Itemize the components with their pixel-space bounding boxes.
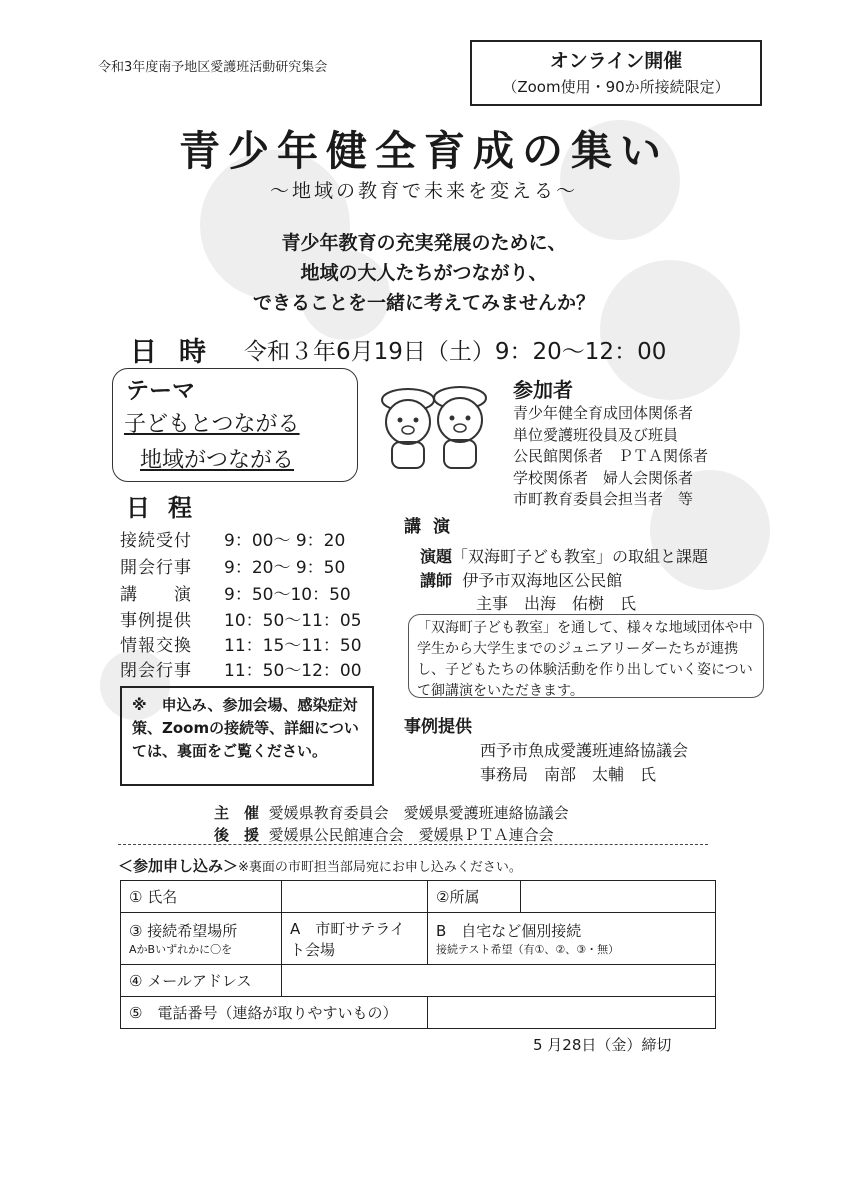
email-label: ④ メールアドレス bbox=[121, 965, 282, 997]
email-field[interactable] bbox=[282, 965, 716, 997]
form-row bbox=[121, 913, 716, 965]
schedule-time: 11：15～11：50 bbox=[224, 636, 362, 656]
online-title: オンライン開催 bbox=[549, 50, 683, 72]
lecture-description: 「双海町子ども教室」を通して、様々な地域団体や中学生から大学生までのジュニアリーダーたちが連携し、子どもたちの体験活動を作り出していく姿について御講演をいただきます。 bbox=[408, 614, 764, 698]
schedule-row bbox=[120, 606, 362, 631]
schedule-time: 10：50～11：05 bbox=[224, 611, 362, 631]
support-line bbox=[214, 824, 554, 845]
schedule-name: 情報交換 bbox=[120, 636, 192, 656]
application-note: ※裏面の市町担当部局宛にお申し込みください。 bbox=[238, 860, 522, 875]
lecture-speaker-label: 講師 bbox=[420, 571, 453, 590]
schedule-time: 11：50～12：00 bbox=[224, 661, 362, 681]
venue-label: ③ 接続希望場所 bbox=[129, 922, 238, 940]
schedule-row bbox=[120, 553, 345, 578]
schedule-name: 閉会行事 bbox=[120, 661, 192, 681]
schedule-name: 事例提供 bbox=[120, 611, 192, 631]
schedule-time: 9：00～ 9：20 bbox=[224, 531, 346, 551]
schedule-row bbox=[120, 631, 362, 656]
schedule-row bbox=[120, 580, 351, 605]
option-b: B 自宅など個別接続 bbox=[436, 922, 582, 940]
option-b-sub: 接続テスト希望（有①、②、③・無） bbox=[436, 943, 620, 956]
theme-heading: テーマ bbox=[126, 378, 195, 404]
lecture-speaker-org: 伊予市双海地区公民館 bbox=[462, 571, 623, 590]
schedule-name: 講 演 bbox=[120, 585, 192, 605]
lecture-speaker-name: 主事 出海 佑樹 氏 bbox=[476, 594, 637, 613]
sponsor-line bbox=[214, 802, 569, 823]
deadline: 5 月28日（金）締切 bbox=[533, 1036, 672, 1054]
application-heading bbox=[118, 855, 522, 876]
support-text: 愛媛県公民館連合会 愛媛県ＰＴＡ連合会 bbox=[268, 826, 554, 844]
schedule-name: 接続受付 bbox=[120, 531, 192, 551]
organizer-line: 令和3年度南予地区愛護班活動研究集会 bbox=[98, 60, 328, 75]
application-form bbox=[120, 880, 716, 1029]
lecture-topic bbox=[420, 544, 708, 567]
schedule-time: 9：50～10：50 bbox=[224, 585, 351, 605]
lead-line-3: できることを一緒に考えてみませんか？ bbox=[252, 292, 595, 314]
lead-line-1: 青少年教育の充実発展のために、 bbox=[281, 232, 567, 254]
sponsor-label: 主 催 bbox=[214, 804, 260, 822]
venue-hint: AかBいずれかに〇を bbox=[129, 943, 233, 956]
cut-line bbox=[118, 844, 708, 845]
venue-label-cell bbox=[121, 913, 282, 965]
phone-field[interactable] bbox=[428, 997, 716, 1029]
form-row bbox=[121, 965, 716, 997]
support-label: 後 援 bbox=[214, 826, 260, 844]
form-row bbox=[121, 881, 716, 913]
participant-item: 単位愛護班役員及び班員 bbox=[513, 426, 679, 444]
option-b-cell[interactable] bbox=[428, 913, 716, 965]
datetime-value: 令和３年6月19日（土）9：20～12：00 bbox=[244, 339, 667, 365]
schedule-row bbox=[120, 526, 345, 551]
lecture-topic-label: 演題 bbox=[420, 547, 453, 566]
lecture-speaker bbox=[420, 568, 622, 591]
page-title: 青少年健全育成の集い bbox=[179, 127, 669, 175]
participant-item: 青少年健全育成団体関係者 bbox=[513, 404, 694, 422]
participant-item: 市町教育委員会担当者 等 bbox=[513, 490, 694, 508]
option-a[interactable]: A 市町サテライト会場 bbox=[282, 913, 428, 965]
online-sub: （Zoom使用・90か所接続限定） bbox=[502, 78, 730, 96]
online-badge bbox=[470, 40, 762, 106]
schedule-name: 開会行事 bbox=[120, 558, 192, 578]
affiliation-label: ②所属 bbox=[428, 881, 521, 913]
application-title: ＜参加申し込み＞ bbox=[118, 857, 239, 875]
phone-label: ⑤ 電話番号（連絡が取りやすいもの） bbox=[121, 997, 428, 1029]
mascot-illustration bbox=[372, 382, 498, 474]
form-row bbox=[121, 997, 716, 1029]
note-box: ※ 申込み、参加会場、感染症対策、Zoomの接続等、詳細については、裏面をご覧ください。 bbox=[120, 686, 374, 786]
participant-item: 学校関係者 婦人会関係者 bbox=[513, 469, 694, 487]
datetime-label: 日時 bbox=[130, 337, 228, 368]
lead-line-2: 地域の大人たちがつながり、 bbox=[300, 262, 548, 284]
case-org: 西予市魚成愛護班連絡協議会 bbox=[480, 741, 689, 760]
participants-heading: 参加者 bbox=[513, 378, 573, 402]
theme-line-2: 地域がつながる bbox=[140, 448, 295, 473]
schedule-row bbox=[120, 656, 362, 681]
name-label: ① 氏名 bbox=[121, 881, 282, 913]
case-person: 事務局 南部 太輔 氏 bbox=[480, 765, 657, 784]
lecture-heading: 講演 bbox=[404, 517, 462, 537]
case-heading: 事例提供 bbox=[404, 717, 472, 737]
affiliation-field[interactable] bbox=[521, 881, 716, 913]
theme-line-1: 子どもとつながる bbox=[124, 412, 300, 437]
participant-item: 公民館関係者 ＰＴＡ関係者 bbox=[513, 447, 709, 465]
schedule-heading: 日程 bbox=[126, 494, 210, 522]
sponsor-text: 愛媛県教育委員会 愛媛県愛護班連絡協議会 bbox=[268, 804, 569, 822]
name-field[interactable] bbox=[282, 881, 428, 913]
page-subtitle: ～地域の教育で未来を変える～ bbox=[269, 180, 578, 202]
lecture-topic-text: 「双海町子ども教室」の取組と課題 bbox=[452, 547, 709, 566]
schedule-time: 9：20～ 9：50 bbox=[224, 558, 346, 578]
